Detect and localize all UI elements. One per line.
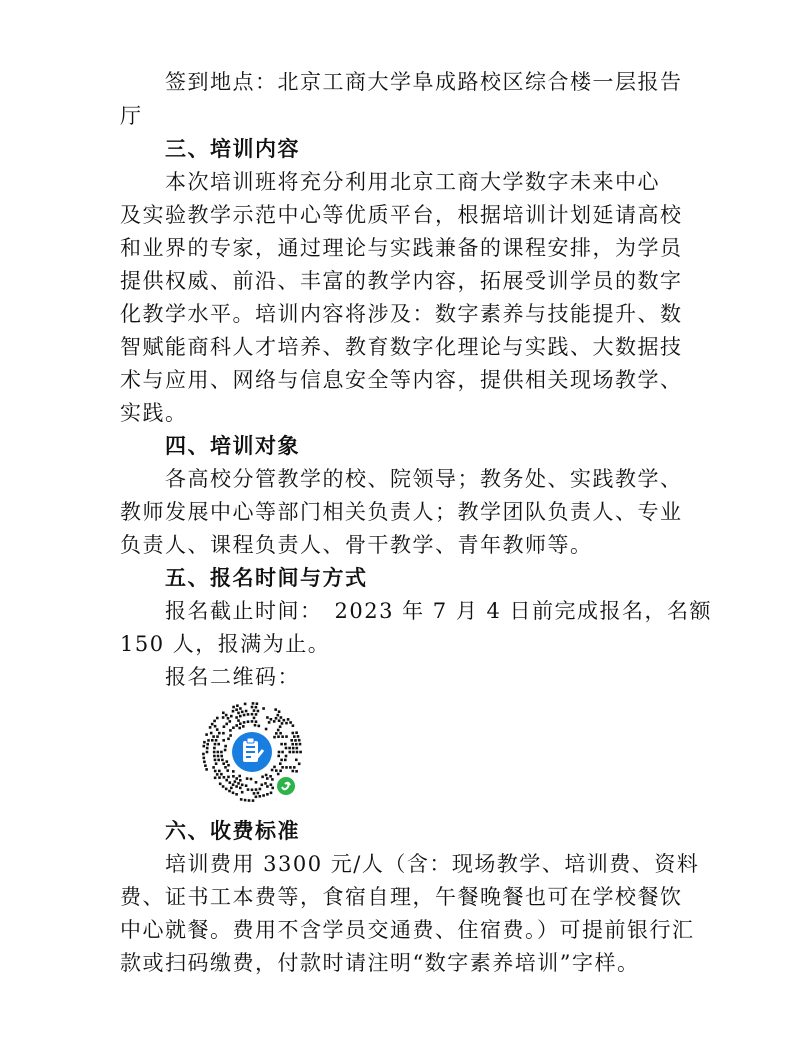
qr-dot: [214, 770, 217, 773]
qr-dot: [252, 799, 255, 802]
qr-dot: [232, 792, 235, 795]
qr-dot: [230, 787, 233, 790]
qr-dot: [225, 788, 228, 791]
qr-dot: [214, 777, 217, 780]
qr-dot: [271, 769, 274, 772]
qr-dot: [222, 762, 225, 765]
qr-dot: [255, 796, 258, 799]
text-line: 及实验教学示范中心等优质平台，根据培训计划延请高校: [120, 203, 683, 227]
qr-dot: [211, 739, 214, 742]
text-line: 智赋能商科人才培养、教育数字化理论与实践、大数据技: [120, 335, 683, 359]
qr-dot: [277, 773, 280, 776]
qr-dot: [257, 710, 260, 713]
qr-dot: [275, 717, 278, 720]
qr-dot: [292, 732, 295, 735]
qr-dot: [220, 773, 223, 776]
qr-dot: [296, 751, 299, 754]
qr-dot: [277, 755, 280, 758]
qr-dot: [275, 732, 278, 735]
qr-dot: [241, 711, 244, 714]
qr-dot: [266, 716, 269, 719]
qr-dot: [235, 785, 238, 788]
qr-dot: [232, 770, 235, 773]
qr-dot: [232, 783, 235, 786]
qr-dot: [298, 739, 301, 742]
qr-dot: [265, 728, 268, 731]
qr-dot: [215, 739, 218, 742]
text-line: 术与应用、网络与信息安全等内容，提供相关现场教学、: [120, 368, 683, 392]
qr-dot: [279, 762, 282, 765]
qr-dot: [205, 768, 208, 771]
qr-dot: [230, 715, 233, 718]
qr-dot: [222, 732, 225, 735]
qr-dot: [217, 751, 220, 754]
qr-dot: [278, 719, 281, 722]
qr-dot: [222, 739, 225, 742]
qr-dot: [284, 759, 287, 762]
qr-dot: [214, 743, 217, 746]
qr-dot: [253, 709, 256, 712]
qr-dot: [215, 762, 218, 765]
qr-dot: [255, 781, 258, 784]
qr-dot: [212, 766, 215, 769]
qr-dot: [251, 706, 254, 709]
qr-dot: [209, 726, 212, 729]
qr-dot: [299, 751, 302, 754]
qr-dot: [213, 747, 216, 750]
qr-dot: [285, 722, 288, 725]
qr-dot: [256, 702, 259, 705]
qr-dot: [285, 735, 288, 738]
qr-dot: [243, 714, 246, 717]
qr-dot: [246, 777, 249, 780]
qr-dot: [238, 775, 241, 778]
qr-dot: [270, 792, 273, 795]
qr-dot: [205, 733, 208, 736]
qr-dot: [271, 787, 274, 790]
registration-qr-code[interactable]: [200, 700, 304, 804]
qr-dot: [247, 713, 250, 716]
qr-dot: [293, 766, 296, 769]
qr-dot: [211, 723, 214, 726]
qr-dot: [279, 770, 282, 773]
section-heading-training-content: 三、培训内容: [165, 137, 300, 161]
qr-dot: [204, 764, 207, 767]
qr-dot: [227, 764, 230, 767]
text-line: 费、证书工本费等，食宿自理，午餐晚餐也可在学校餐饮: [120, 885, 683, 909]
qr-dot: [234, 780, 237, 783]
qr-dot: [237, 782, 240, 785]
qr-dot: [292, 751, 295, 754]
qr-dot: [203, 741, 206, 744]
qr-dot: [281, 766, 284, 769]
qr-dot: [244, 703, 247, 706]
text-line: 教师发展中心等部门相关负责人；教学团队负责人、专业: [120, 500, 683, 524]
qr-dot: [264, 782, 267, 785]
text-line: 提供权威、前沿、丰富的教学内容，拓展受训学员的数字: [120, 269, 683, 293]
qr-dot: [207, 739, 210, 742]
qr-dot: [239, 707, 242, 710]
qr-dot: [239, 787, 242, 790]
qr-dot: [235, 716, 238, 719]
qr-dot: [273, 766, 276, 769]
qr-dot: [280, 759, 283, 762]
qr-dot: [225, 779, 228, 782]
qr-dot: [235, 724, 238, 727]
qr-dot: [203, 757, 206, 760]
qr-dot: [261, 784, 264, 787]
qr-dot: [285, 747, 288, 750]
qr-dot: [218, 770, 221, 773]
qr-dot: [278, 751, 281, 754]
qr-dot: [222, 785, 225, 788]
qr-dot: [212, 735, 215, 738]
qr-dot: [253, 717, 256, 720]
section-heading-training-target: 四、培训对象: [165, 434, 300, 458]
qr-dot: [229, 781, 232, 784]
qr-dot: [289, 751, 292, 754]
text-line: 报名截止时间： 2023 年 7 月 4 日前完成报名，名额: [120, 599, 713, 623]
qr-dot: [239, 715, 242, 718]
qr-dot: [222, 716, 225, 719]
qr-dot: [254, 724, 257, 727]
qr-dot: [227, 738, 230, 741]
qr-dot: [257, 792, 260, 795]
qr-dot: [287, 718, 290, 721]
qr-dot: [213, 751, 216, 754]
qr-dot: [277, 735, 280, 738]
text-line: 报名二维码：: [120, 665, 300, 689]
qr-dot: [259, 788, 262, 791]
qr-dot: [295, 759, 298, 762]
qr-dot: [295, 770, 298, 773]
qr-dot: [227, 776, 230, 779]
qr-dot: [214, 759, 217, 762]
qr-dot: [217, 759, 220, 762]
qr-dot: [236, 704, 239, 707]
qr-dot: [289, 766, 292, 769]
qr-dot: [223, 725, 226, 728]
qr-dot: [237, 719, 240, 722]
qr-dot: [269, 775, 272, 778]
qr-dot: [227, 717, 230, 720]
text-line: 本次培训班将充分利用北京工商大学数字未来中心: [120, 170, 660, 194]
qr-dot: [266, 777, 269, 780]
qr-dot: [299, 743, 302, 746]
qr-dot: [253, 792, 256, 795]
qr-dot: [270, 718, 273, 721]
qr-dot: [262, 707, 265, 710]
qr-dot: [281, 751, 284, 754]
qr-dot: [255, 720, 258, 723]
qr-dot: [281, 722, 284, 725]
qr-dot: [240, 798, 243, 801]
qr-dot: [247, 720, 250, 723]
section-heading-registration: 五、报名时间与方式: [165, 566, 368, 590]
qr-dot: [277, 714, 280, 717]
qr-dot: [218, 732, 221, 735]
qr-dot: [258, 725, 261, 728]
qr-dot: [206, 743, 209, 746]
qr-dot: [292, 747, 295, 750]
text-line: 实践。: [120, 401, 188, 425]
qr-dot: [275, 769, 278, 772]
qr-dot: [239, 722, 242, 725]
qr-dot: [238, 727, 241, 730]
qr-dot: [261, 776, 264, 779]
qr-dot: [229, 729, 232, 732]
qr-dot: [235, 793, 238, 796]
text-line: 和业界的专家，通过理论与实践兼备的课程安排，为学员: [120, 236, 683, 260]
qr-dot: [295, 731, 298, 734]
qr-dot: [202, 753, 205, 756]
qr-dot: [216, 717, 219, 720]
qr-dot: [284, 743, 287, 746]
text-line: 负责人、课程负责人、骨干教学、青年教师等。: [120, 533, 593, 557]
qr-dot: [235, 777, 238, 780]
qr-dot: [217, 755, 220, 758]
wechat-miniprogram-icon: [277, 777, 295, 795]
text-line: 150 人，报满为止。: [120, 632, 331, 656]
qr-dot: [229, 734, 232, 737]
qr-dot: [297, 735, 300, 738]
qr-dot: [219, 783, 222, 786]
qr-dot: [221, 759, 224, 762]
qr-dot: [289, 721, 292, 724]
qr-dot: [250, 778, 253, 781]
qr-dot: [242, 725, 245, 728]
qr-dot: [224, 766, 227, 769]
text-line: 培训费用 3300 元/人（含：现场教学、培训费、资料: [120, 852, 700, 876]
qr-dot: [298, 763, 301, 766]
qr-dot: [206, 747, 209, 750]
qr-dot: [213, 755, 216, 758]
text-line: 中心就餐。费用不含学员交通费、住宿费。）可提前银行汇: [120, 918, 695, 942]
qr-dot: [281, 735, 284, 738]
qr-dot: [216, 728, 219, 731]
qr-dot: [220, 751, 223, 754]
qr-dot: [288, 747, 291, 750]
qr-dot: [224, 749, 227, 752]
qr-dot: [241, 784, 244, 787]
qr-dot: [220, 755, 223, 758]
qr-dot: [280, 743, 283, 746]
qr-dot: [259, 795, 262, 798]
qr-dot: [252, 702, 255, 705]
qr-dot: [225, 723, 228, 726]
qr-dot: [228, 790, 231, 793]
qr-dot: [285, 766, 288, 769]
text-line: 厅: [120, 104, 143, 128]
qr-dot: [232, 726, 235, 729]
qr-dot: [213, 720, 216, 723]
qr-dot: [266, 793, 269, 796]
qr-dot: [203, 745, 206, 748]
qr-dot: [283, 719, 286, 722]
qr-dot: [217, 743, 220, 746]
qr-dot: [255, 706, 258, 709]
qr-dot: [224, 745, 227, 748]
qr-dot: [225, 714, 228, 717]
qr-dot: [229, 720, 232, 723]
qr-dot: [251, 789, 254, 792]
qr-dot: [265, 774, 268, 777]
qr-dot: [237, 712, 240, 715]
qr-dot: [251, 713, 254, 716]
qr-dot: [279, 732, 282, 735]
qr-dot: [285, 755, 288, 758]
qr-dot: [247, 788, 250, 791]
qr-dot: [235, 708, 238, 711]
qr-dot: [291, 743, 294, 746]
qr-dot: [270, 783, 273, 786]
qr-dot: [262, 794, 265, 797]
qr-dot: [241, 791, 244, 794]
qr-dot: [206, 751, 209, 754]
qr-dot: [243, 721, 246, 724]
qr-dot: [271, 778, 274, 781]
qr-dot: [279, 725, 282, 728]
qr-dot: [216, 735, 219, 738]
qr-code-image: [200, 700, 304, 804]
qr-dot: [226, 769, 229, 772]
text-line: 签到地点：北京工商大学阜成路校区综合楼一层报告: [120, 70, 683, 94]
qr-dot: [277, 729, 280, 732]
qr-dot: [251, 720, 254, 723]
qr-dot: [203, 761, 206, 764]
qr-dot: [293, 735, 296, 738]
qr-dot: [210, 732, 213, 735]
qr-dot: [295, 743, 298, 746]
qr-dot: [222, 712, 225, 715]
qr-dot: [273, 736, 276, 739]
qr-dot: [266, 785, 269, 788]
qr-dot: [226, 760, 229, 763]
qr-dot: [273, 720, 276, 723]
qr-dot: [255, 713, 258, 716]
qr-dot: [218, 776, 221, 779]
text-line: 各高校分管教学的校、院领导；教务处、实践教学、: [120, 467, 683, 491]
qr-dot: [245, 710, 248, 713]
qr-dot: [232, 706, 235, 709]
qr-dot: [294, 739, 297, 742]
qr-dot: [223, 776, 226, 779]
section-heading-fee: 六、收费标准: [165, 819, 300, 843]
qr-dot: [290, 739, 293, 742]
qr-dot: [274, 708, 277, 711]
qr-dot: [296, 747, 299, 750]
qr-dot: [245, 784, 248, 787]
qr-dot: [214, 725, 217, 728]
qr-dot: [280, 716, 283, 719]
qr-dot: [216, 773, 219, 776]
text-line: 款或扫码缴费，付款时请注明“数字素养培训”字样。: [120, 951, 640, 975]
qr-dot: [248, 799, 251, 802]
qr-dot: [292, 770, 295, 773]
qr-dot: [232, 775, 235, 778]
qr-dot: [255, 788, 258, 791]
qr-dot: [278, 710, 281, 713]
qr-dot: [232, 710, 235, 713]
qr-dot: [244, 799, 247, 802]
qr-dot: [268, 721, 271, 724]
qr-dot: [239, 779, 242, 782]
qr-dot: [292, 724, 295, 727]
text-line: 化教学水平。培训内容将涉及：数字素养与技能提升、数: [120, 302, 683, 326]
